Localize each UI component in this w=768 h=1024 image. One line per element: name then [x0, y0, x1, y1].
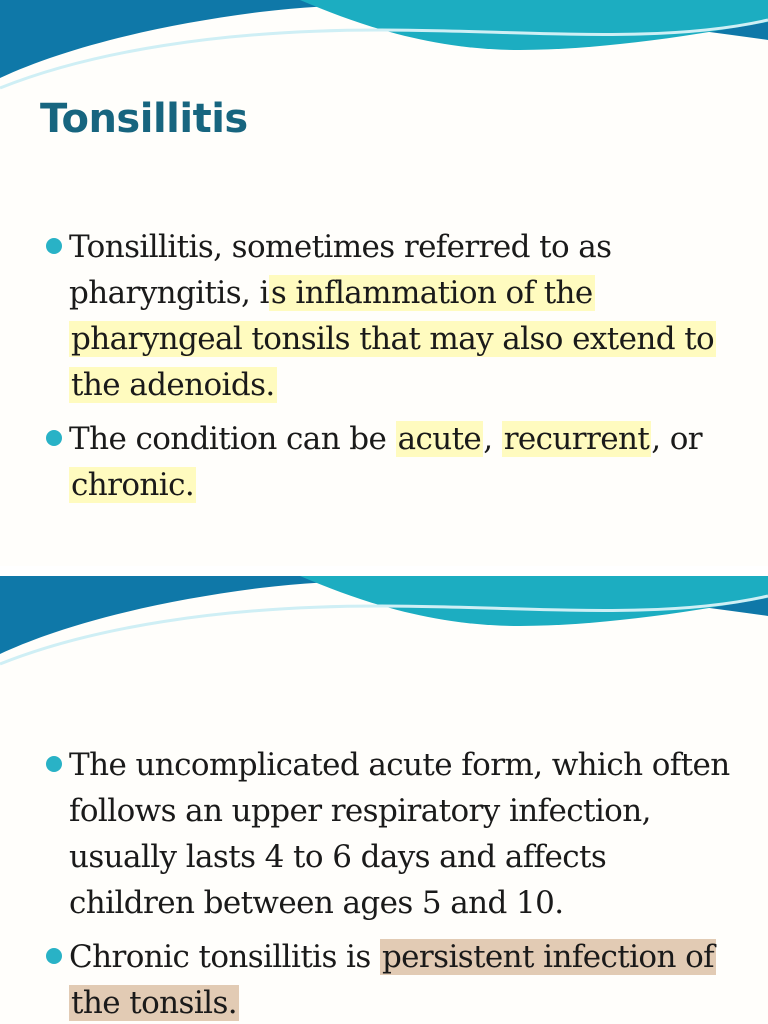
highlighted-recurrent: recurrent	[503, 421, 650, 457]
bullet-text: The uncomplicated acute form, which often follows an upper respiratory infection, usually lasts 4 to 6 days and affects children between ages 5 and 10.	[69, 747, 730, 921]
bullet-dot-icon	[46, 756, 62, 772]
slide-title: Tonsillitis	[40, 96, 248, 142]
bullet-list	[44, 742, 730, 1024]
separator-text: ,	[483, 421, 502, 457]
bullet-text: Chronic tonsillitis is	[69, 939, 380, 975]
highlighted-text: s inflammation of the pharyngeal tonsils that may also extend to the adenoids.	[71, 275, 715, 403]
bullet-list	[44, 224, 730, 516]
separator-text: , or	[651, 421, 702, 457]
bullet-dot-icon	[46, 238, 62, 254]
bullet-chronic-form	[44, 934, 730, 1024]
header-wave-graphic	[0, 576, 768, 676]
highlighted-acute: acute	[397, 421, 482, 457]
slide-2	[0, 576, 768, 1024]
header-wave-graphic	[0, 0, 768, 100]
slide-gap	[0, 566, 768, 576]
highlighted-chronic: chronic.	[71, 467, 195, 503]
bullet-condition-types	[44, 416, 730, 508]
bullet-text: Tonsillitis, sometimes referred to as pharyngitis, i	[69, 229, 612, 311]
bullet-text: The condition can be	[69, 421, 396, 457]
bullet-dot-icon	[46, 948, 62, 964]
bullet-acute-form	[44, 742, 730, 926]
bullet-dot-icon	[46, 430, 62, 446]
highlighted-text: persistent infection of the tonsils.	[71, 939, 715, 1021]
bullet-definition	[44, 224, 730, 408]
